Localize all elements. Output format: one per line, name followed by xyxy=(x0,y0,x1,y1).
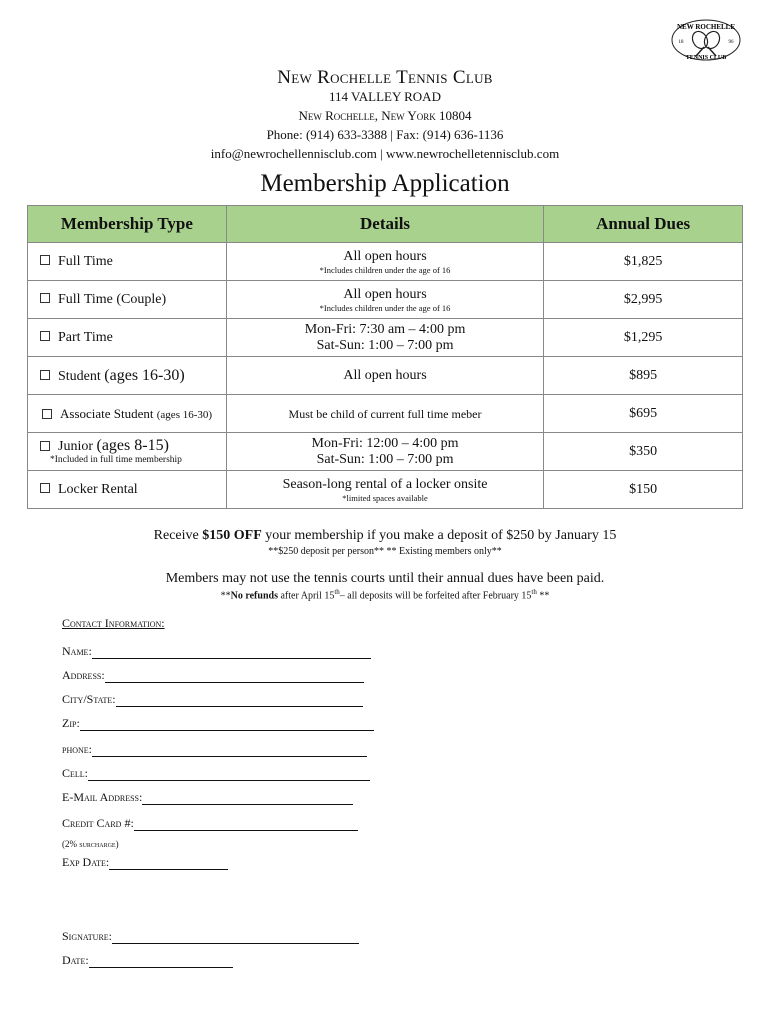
date-field: Date: xyxy=(62,953,233,968)
zip-input-line[interactable] xyxy=(80,718,374,731)
details-note: *limited spaces available xyxy=(342,492,428,503)
table-row xyxy=(28,357,743,395)
signature-field: Signature: xyxy=(62,929,359,944)
exp-date-input-line[interactable] xyxy=(109,857,228,870)
type-age: (ages 8-15) xyxy=(96,437,169,454)
zip-field: Zip: xyxy=(62,716,374,731)
cell-input-line[interactable] xyxy=(88,768,370,781)
membership-table xyxy=(27,205,743,509)
dues-value: $1,295 xyxy=(544,319,743,357)
logo-bottom-text: TENNIS CLUB xyxy=(685,55,727,61)
header-annual-dues: Annual Dues xyxy=(544,206,743,243)
checkbox[interactable] xyxy=(40,441,50,451)
table-row xyxy=(28,395,743,433)
contact-info-heading: Contact Information: xyxy=(62,616,165,630)
city-state-input-line[interactable] xyxy=(116,694,363,707)
phone-field: phone: xyxy=(62,742,367,757)
signature-input-line[interactable] xyxy=(112,931,359,944)
checkbox[interactable] xyxy=(40,293,50,303)
checkbox[interactable] xyxy=(40,370,50,380)
table-row xyxy=(28,281,743,319)
email-field: E-Mail Address: xyxy=(62,790,353,805)
name-input-line[interactable] xyxy=(92,646,371,659)
details-text: Mon-Fri: 7:30 am – 4:00 pm xyxy=(304,321,466,337)
address-line-1: 114 VALLEY ROAD xyxy=(329,89,441,104)
checkbox[interactable] xyxy=(40,483,50,493)
details-text: All open hours xyxy=(343,286,427,302)
checkbox[interactable] xyxy=(40,331,50,341)
credit-card-field: Credit Card #: xyxy=(62,816,358,831)
address-field: Address: xyxy=(62,668,364,683)
dues-value: $150 xyxy=(544,471,743,509)
logo-right-num: 96 xyxy=(728,40,734,45)
logo-left-num: 18 xyxy=(678,40,684,45)
club-logo xyxy=(670,18,742,62)
table-header-row xyxy=(28,206,743,243)
header-membership-type: Membership Type xyxy=(28,206,227,243)
details-text: All open hours xyxy=(226,357,543,395)
phone-fax: Phone: (914) 633-3388 | Fax: (914) 636-1136 xyxy=(266,127,504,142)
logo-top-text: NEW ROCHELLE xyxy=(676,23,736,31)
type-label: Full Time xyxy=(58,253,113,269)
dues-value: $350 xyxy=(544,433,743,471)
cell-field: Cell: xyxy=(62,766,370,781)
table-row xyxy=(28,243,743,281)
dues-value: $1,825 xyxy=(544,243,743,281)
type-label: Locker Rental xyxy=(58,481,138,497)
details-note: *Includes children under the age of 16 xyxy=(319,302,451,313)
type-label: Part Time xyxy=(58,329,113,345)
table-row xyxy=(28,471,743,509)
deposit-offer-note: **$250 deposit per person** ** Existing members only** xyxy=(268,546,502,557)
email-input-line[interactable] xyxy=(142,792,353,805)
type-age: (ages 16-30) xyxy=(156,408,213,421)
type-note: *Included in full time membership xyxy=(50,455,182,465)
dues-value: $2,995 xyxy=(544,281,743,319)
details-text: Mon-Fri: 12:00 – 4:00 pm xyxy=(311,435,459,451)
email-website: info@newrochellennisclub.com | www.newrochelletennisclub.com xyxy=(210,146,560,161)
city-state-field: City/State: xyxy=(62,692,363,707)
exp-date-field: Exp Date: xyxy=(62,855,228,870)
type-label: Full Time (Couple) xyxy=(58,291,167,307)
table-row xyxy=(28,433,743,471)
details-text-2: Sat-Sun: 1:00 – 7:00 pm xyxy=(316,337,454,353)
credit-card-input-line[interactable] xyxy=(134,818,358,831)
details-text-2: Sat-Sun: 1:00 – 7:00 pm xyxy=(316,451,454,467)
type-label: Junior xyxy=(58,439,93,454)
details-text: All open hours xyxy=(343,248,427,264)
checkbox[interactable] xyxy=(40,255,50,265)
club-name: New Rochelle Tennis Club xyxy=(277,67,493,88)
checkbox[interactable] xyxy=(42,409,52,419)
letterhead xyxy=(0,68,770,163)
address-line-2: New Rochelle, New York 10804 xyxy=(298,108,472,123)
dues-value: $895 xyxy=(544,357,743,395)
name-field: Name: xyxy=(62,644,371,659)
date-input-line[interactable] xyxy=(89,955,233,968)
details-note: *Includes children under the age of 16 xyxy=(319,264,451,275)
dues-value: $695 xyxy=(544,395,743,433)
dues-notice: Members may not use the tennis courts until their annual dues have been paid. xyxy=(165,571,605,586)
refund-notice: **No refunds after April 15th– all deposits will be forfeited after February 15th ** xyxy=(220,588,550,602)
details-text: Must be child of current full time meber xyxy=(226,395,543,433)
table-row xyxy=(28,319,743,357)
deposit-offer: Receive $150 OFF your membership if you make a deposit of $250 by January 15 xyxy=(153,528,617,543)
address-input-line[interactable] xyxy=(105,670,364,683)
type-age: (ages 16-30) xyxy=(104,366,185,384)
offer-amount: $150 OFF xyxy=(202,528,262,543)
type-label: Student xyxy=(58,368,101,384)
header-details: Details xyxy=(226,206,543,243)
type-label: Associate Student xyxy=(60,405,154,421)
page-title: Membership Application xyxy=(260,170,510,197)
surcharge-note: (2% surcharge) xyxy=(62,839,119,849)
details-text: Season-long rental of a locker onsite xyxy=(282,476,488,492)
phone-input-line[interactable] xyxy=(92,744,367,757)
